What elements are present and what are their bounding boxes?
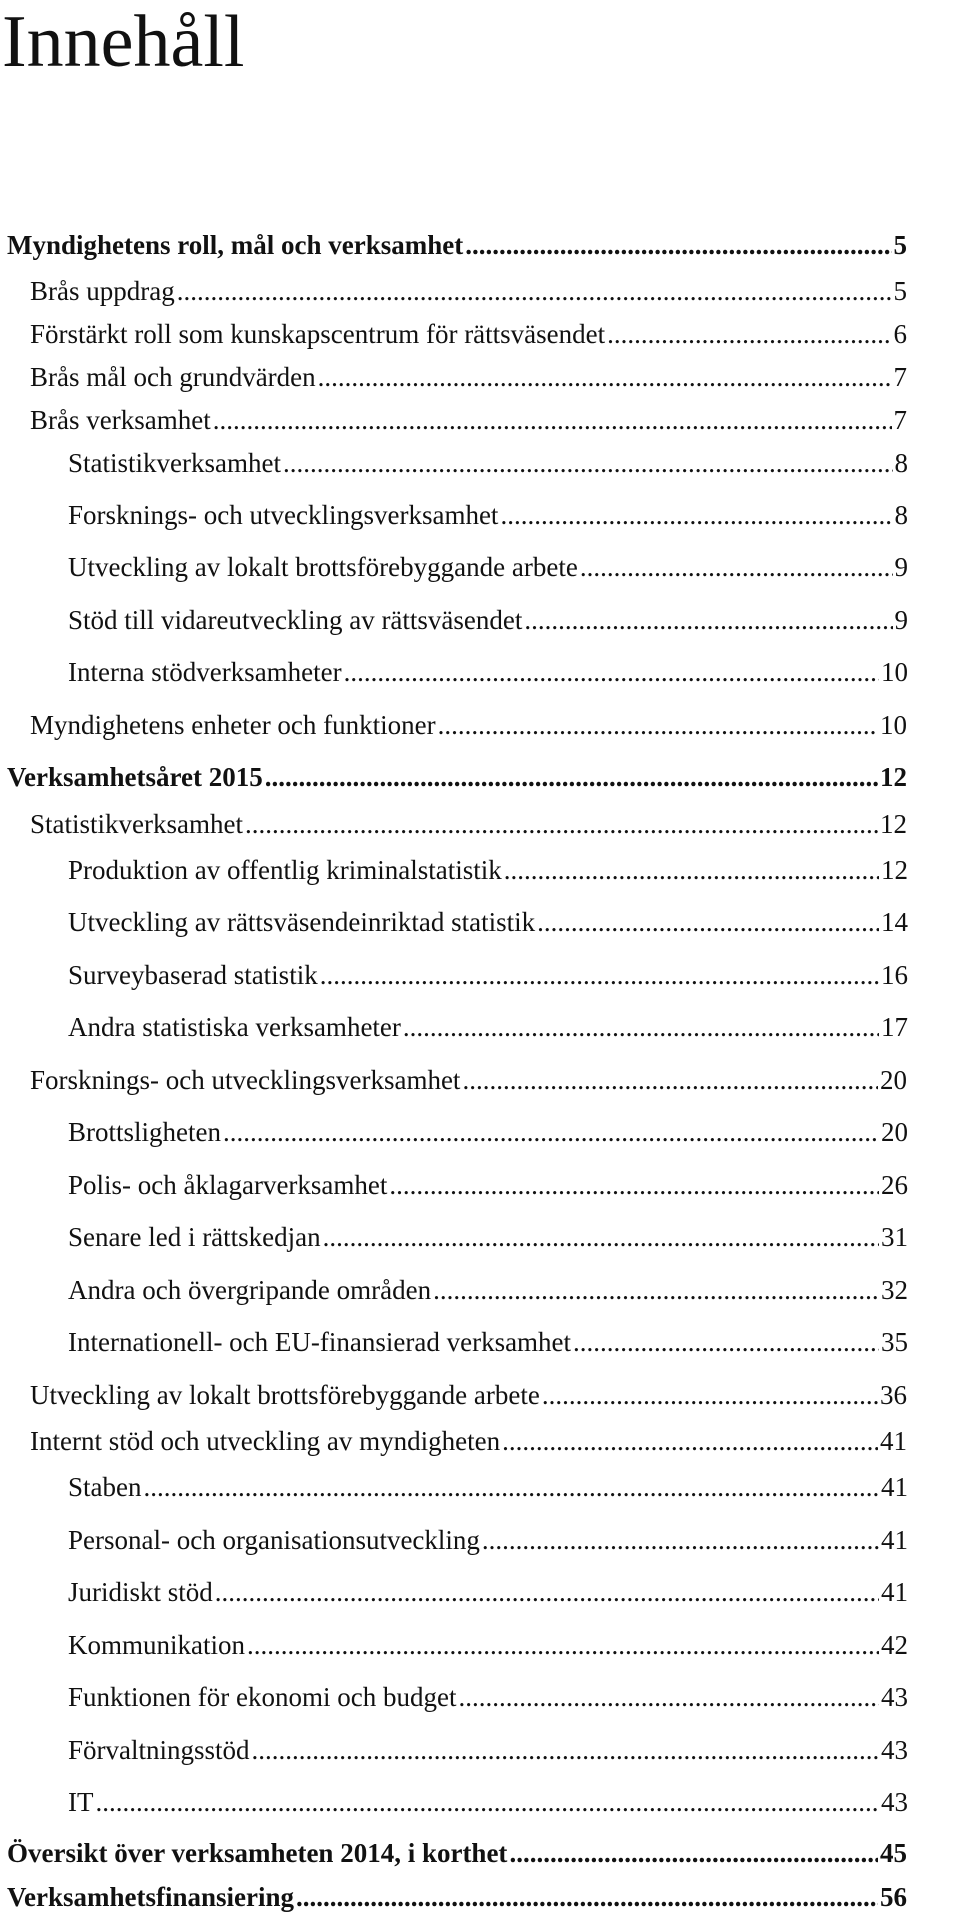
dot-leader	[573, 1327, 879, 1358]
dot-leader	[509, 1838, 878, 1869]
dot-leader	[458, 1682, 879, 1713]
dot-leader	[320, 960, 879, 991]
dot-leader	[247, 1630, 879, 1661]
toc-entry-title: Personal- och organisationsutveckling	[68, 1525, 480, 1555]
toc-entry-page: 41	[881, 1525, 908, 1555]
toc-entry[interactable]	[68, 500, 908, 540]
dot-leader	[245, 809, 878, 840]
toc-entry[interactable]	[68, 1577, 908, 1617]
toc-entry-title: Verksamhetsfinansiering	[7, 1882, 295, 1912]
toc-entry-page: 41	[881, 1577, 908, 1607]
dot-leader	[213, 405, 892, 436]
toc-entry[interactable]	[30, 710, 907, 750]
toc-entry-page: 43	[881, 1682, 908, 1712]
dot-leader	[144, 1472, 880, 1503]
toc-entry-page: 8	[894, 500, 908, 530]
toc-entry[interactable]	[30, 362, 907, 402]
toc-entry-title: Översikt över verksamheten 2014, i korthet	[7, 1838, 508, 1868]
toc-entry[interactable]	[68, 552, 908, 592]
dot-leader	[504, 855, 879, 886]
toc-entry-title: Interna stödverksamheter	[68, 657, 342, 687]
toc-entry-page: 10	[881, 657, 908, 687]
toc-entry-title: Internt stöd och utveckling av myndigheten	[30, 1426, 501, 1456]
toc-entry-page: 32	[881, 1275, 908, 1305]
toc-entry-title: Utveckling av lokalt brottsförebyggande arbete	[68, 552, 578, 582]
toc-entry-title: Internationell- och EU-finansierad verksamhet	[68, 1327, 572, 1357]
toc-entry-page: 56	[880, 1882, 907, 1912]
toc-entry[interactable]	[7, 230, 907, 270]
toc-entry-page: 41	[881, 1472, 908, 1502]
toc-entry-page: 12	[880, 809, 907, 839]
toc-entry[interactable]	[68, 1525, 908, 1565]
toc-entry-page: 5	[893, 276, 907, 306]
toc-entry[interactable]	[68, 448, 908, 488]
dot-leader	[283, 448, 893, 479]
toc-entry[interactable]	[30, 809, 907, 849]
page-title: Innehåll	[2, 1, 245, 83]
toc-entry[interactable]	[68, 1735, 908, 1775]
toc-entry-page: 45	[880, 1838, 907, 1868]
dot-leader	[215, 1577, 879, 1608]
toc-entry-page: 14	[881, 907, 908, 937]
dot-leader	[502, 1426, 878, 1457]
toc-entry[interactable]	[30, 1065, 907, 1105]
toc-entry-title: Polis- och åklagarverksamhet	[68, 1170, 388, 1200]
toc-entry-title: Förvaltningsstöd	[68, 1735, 250, 1765]
toc-entry[interactable]	[68, 1275, 908, 1315]
toc-entry-page: 43	[881, 1787, 908, 1817]
toc-entry[interactable]	[30, 276, 907, 316]
toc-entry-title: Funktionen för ekonomi och budget	[68, 1682, 457, 1712]
toc-entry-title: Produktion av offentlig kriminalstatistik	[68, 855, 502, 885]
toc-entry[interactable]	[68, 1472, 908, 1512]
toc-entry-page: 7	[893, 362, 907, 392]
toc-entry[interactable]	[68, 1222, 908, 1262]
toc-entry-title: IT	[68, 1787, 94, 1817]
dot-leader	[296, 1882, 878, 1913]
toc-entry[interactable]	[7, 1838, 907, 1878]
toc-entry[interactable]	[30, 1426, 907, 1466]
toc-entry[interactable]	[30, 319, 907, 359]
toc-entry-page: 12	[880, 762, 907, 792]
toc-entry-title: Brås verksamhet	[30, 405, 211, 435]
toc-entry-page: 31	[881, 1222, 908, 1252]
toc-entry[interactable]	[68, 1682, 908, 1722]
dot-leader	[542, 1380, 878, 1411]
toc-entry-page: 36	[880, 1380, 907, 1410]
toc-entry-title: Verksamhetsåret 2015	[7, 762, 263, 792]
toc-entry[interactable]	[68, 605, 908, 645]
toc-entry-title: Myndighetens roll, mål och verksamhet	[7, 230, 464, 260]
toc-entry[interactable]	[68, 1327, 908, 1367]
toc-entry[interactable]	[68, 907, 908, 947]
dot-leader	[537, 907, 879, 938]
toc-entry-title: Statistikverksamhet	[30, 809, 243, 839]
dot-leader	[265, 762, 878, 793]
toc-entry-page: 41	[880, 1426, 907, 1456]
dot-leader	[323, 1222, 879, 1253]
toc-entry-page: 7	[893, 405, 907, 435]
toc-entry-page: 43	[881, 1735, 908, 1765]
dot-leader	[462, 1065, 878, 1096]
toc-entry[interactable]	[68, 657, 908, 697]
toc-entry-title: Utveckling av rättsväsendeinriktad statistik	[68, 907, 536, 937]
toc-entry[interactable]	[30, 1380, 907, 1420]
toc-entry[interactable]	[68, 855, 908, 895]
dot-leader	[318, 362, 892, 393]
dot-leader	[403, 1012, 879, 1043]
toc-entry-title: Myndighetens enheter och funktioner	[30, 710, 436, 740]
toc-entry-title: Forsknings- och utvecklingsverksamhet	[30, 1065, 461, 1095]
dot-leader	[389, 1170, 879, 1201]
dot-leader	[465, 230, 891, 261]
toc-entry[interactable]	[7, 1882, 907, 1922]
toc-entry-title: Surveybaserad statistik	[68, 960, 318, 990]
toc-entry-title: Utveckling av lokalt brottsförebyggande arbete	[30, 1380, 540, 1410]
toc-entry-page: 42	[881, 1630, 908, 1660]
dot-leader	[344, 657, 879, 688]
dot-leader	[223, 1117, 879, 1148]
dot-leader	[438, 710, 878, 741]
toc-entry[interactable]	[7, 762, 907, 802]
toc-entry-title: Andra statistiska verksamheter	[68, 1012, 401, 1042]
toc-entry-title: Brottsligheten	[68, 1117, 221, 1147]
toc-entry-page: 16	[881, 960, 908, 990]
toc-entry-title: Kommunikation	[68, 1630, 245, 1660]
toc-entry-page: 8	[894, 448, 908, 478]
dot-leader	[607, 319, 891, 350]
toc-entry-page: 35	[881, 1327, 908, 1357]
toc-entry-title: Förstärkt roll som kunskapscentrum för rättsväsendet	[30, 319, 606, 349]
toc-entry-page: 6	[893, 319, 907, 349]
toc-entry-title: Forsknings- och utvecklingsverksamhet	[68, 500, 499, 530]
toc-entry-title: Staben	[68, 1472, 142, 1502]
toc-entry-title: Stöd till vidareutveckling av rättsväsendet	[68, 605, 523, 635]
toc-entry-title: Andra och övergripande områden	[68, 1275, 432, 1305]
toc-entry[interactable]	[30, 405, 907, 445]
dot-leader	[177, 276, 892, 307]
toc-entry-title: Brås mål och grundvärden	[30, 362, 316, 392]
toc-entry[interactable]	[68, 960, 908, 1000]
toc-entry[interactable]	[68, 1117, 908, 1157]
dot-leader	[252, 1735, 879, 1766]
toc-entry-title: Statistikverksamhet	[68, 448, 281, 478]
toc-entry-title: Brås uppdrag	[30, 276, 175, 306]
toc-entry-page: 17	[881, 1012, 908, 1042]
dot-leader	[482, 1525, 879, 1556]
toc-entry[interactable]	[68, 1170, 908, 1210]
toc-entry[interactable]	[68, 1630, 908, 1670]
toc-entry-page: 9	[894, 552, 908, 582]
toc-entry[interactable]	[68, 1012, 908, 1052]
toc-entry[interactable]	[68, 1787, 908, 1827]
toc-entry-title: Senare led i rättskedjan	[68, 1222, 321, 1252]
dot-leader	[580, 552, 893, 583]
dot-leader	[433, 1275, 879, 1306]
dot-leader	[524, 605, 892, 636]
dot-leader	[500, 500, 892, 531]
toc-entry-title: Juridiskt stöd	[68, 1577, 213, 1607]
toc-entry-page: 20	[880, 1065, 907, 1095]
toc-entry-page: 9	[894, 605, 908, 635]
dot-leader	[95, 1787, 879, 1818]
toc-entry-page: 5	[893, 230, 907, 260]
toc-entry-page: 10	[880, 710, 907, 740]
toc-entry-page: 20	[881, 1117, 908, 1147]
toc-entry-page: 12	[881, 855, 908, 885]
toc-entry-page: 26	[881, 1170, 908, 1200]
